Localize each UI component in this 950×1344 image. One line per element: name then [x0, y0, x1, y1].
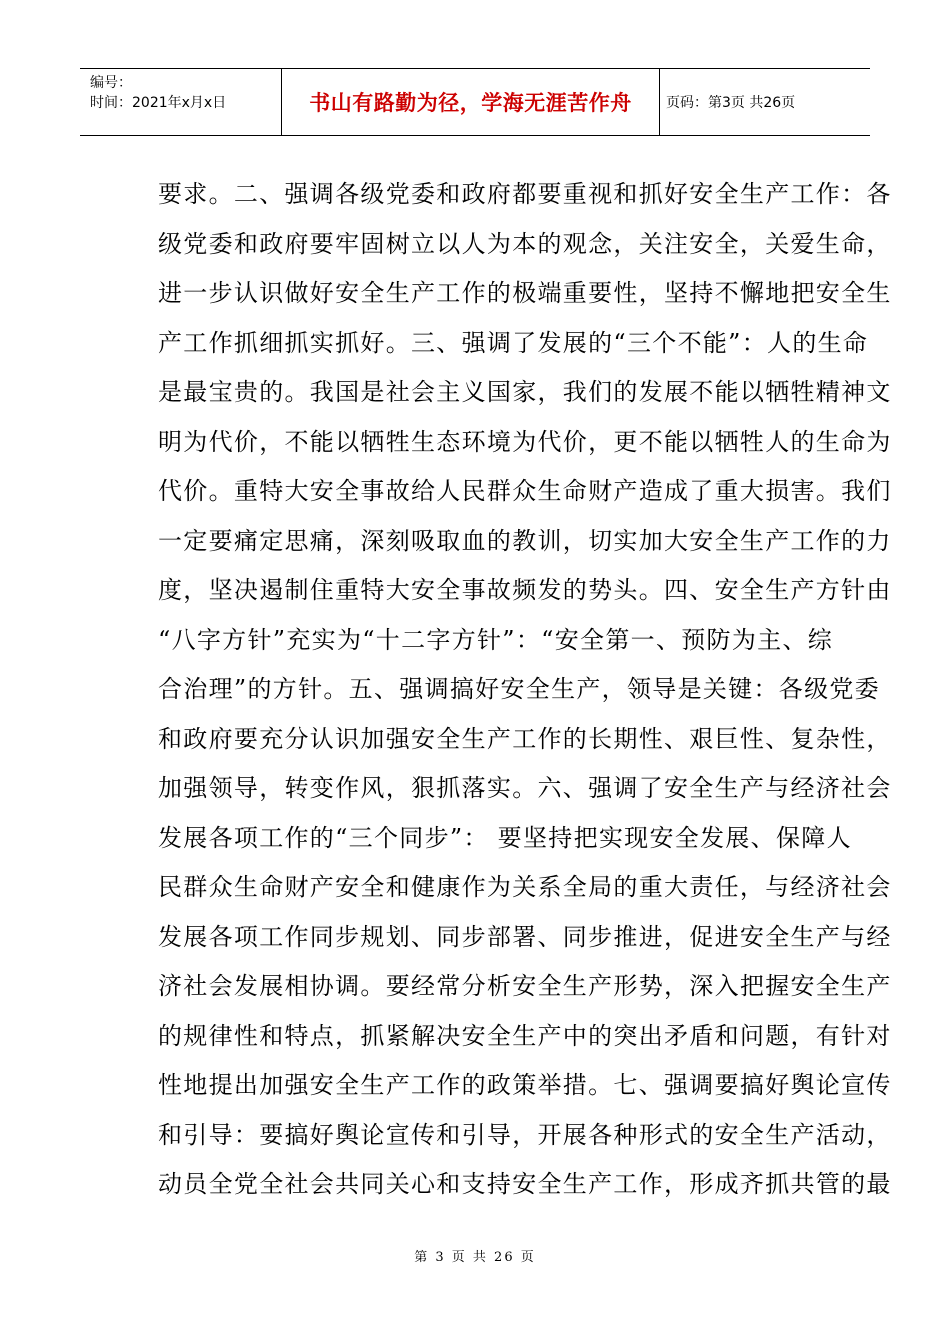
body-line: 明为代价，不能以牺牲生态环境为代价，更不能以牺牲人的生命为: [158, 427, 892, 456]
body-line: 要求。二、强调各级党委和政府都要重视和抓好安全生产工作：各: [158, 180, 892, 208]
document-time-label: 时间：2021年x月x日: [90, 95, 227, 111]
body-line: 发展各项工作的“三个同步”： 要坚持把实现安全发展、保障人: [158, 823, 852, 852]
body-line: 发展各项工作同步规划、同步部署、同步推进，促进安全生产与经: [158, 922, 892, 951]
page-header: [80, 68, 870, 136]
body-line: 合治理”的方针。五、强调搞好安全生产，领导是关键：各级党委: [158, 675, 880, 703]
body-line: 动员全党全社会共同关心和支持安全生产工作，形成齐抓共管的最: [158, 1170, 892, 1198]
document-number-label: 编号：: [90, 75, 132, 91]
page-footer: 第 3 页 共 26 页: [414, 1250, 536, 1265]
document-body: [158, 170, 892, 1210]
body-line: 的规律性和特点，抓紧解决安全生产中的突出矛盾和问题，有针对: [158, 1021, 892, 1050]
body-line: 民群众生命财产安全和健康作为关系全局的重大责任，与经济社会: [158, 873, 892, 901]
body-line: “八字方针”充实为“十二字方针”：“安全第一、预防为主、综: [158, 625, 834, 654]
body-line: 产工作抓细抓实抓好。三、强调了发展的“三个不能”：人的生命: [158, 328, 869, 357]
body-line: 度，坚决遏制住重特大安全事故频发的势头。四、安全生产方针由: [158, 576, 892, 604]
header-page-info: 页码：第3页 共26页: [666, 95, 796, 111]
body-line: 一定要痛定思痛，深刻吸取血的教训，切实加大安全生产工作的力: [158, 526, 892, 555]
body-line: 级党委和政府要牢固树立以人为本的观念，关注安全，关爱生命，: [158, 229, 892, 258]
body-line: 是最宝贵的。我国是社会主义国家，我们的发展不能以牺牲精神文: [158, 378, 892, 406]
body-line: 和政府要充分认识加强安全生产工作的长期性、艰巨性、复杂性，: [158, 724, 892, 753]
body-line: 济社会发展相协调。要经常分析安全生产形势，深入把握安全生产: [158, 972, 892, 1000]
header-meta: [80, 69, 282, 135]
body-line: 和引导：要搞好舆论宣传和引导，开展各种形式的安全生产活动，: [158, 1120, 892, 1149]
body-line: 加强领导，转变作风，狠抓落实。六、强调了安全生产与经济社会: [158, 774, 892, 802]
body-line: 性地提出加强安全生产工作的政策举措。七、强调要搞好舆论宣传: [158, 1071, 892, 1099]
header-motto: 书山有路勤为径，学海无涯苦作舟: [282, 69, 660, 135]
body-line: 代价。重特大安全事故给人民群众生命财产造成了重大损害。我们: [158, 477, 892, 505]
body-line: 进一步认识做好安全生产工作的极端重要性，坚持不懈地把安全生: [158, 279, 892, 307]
